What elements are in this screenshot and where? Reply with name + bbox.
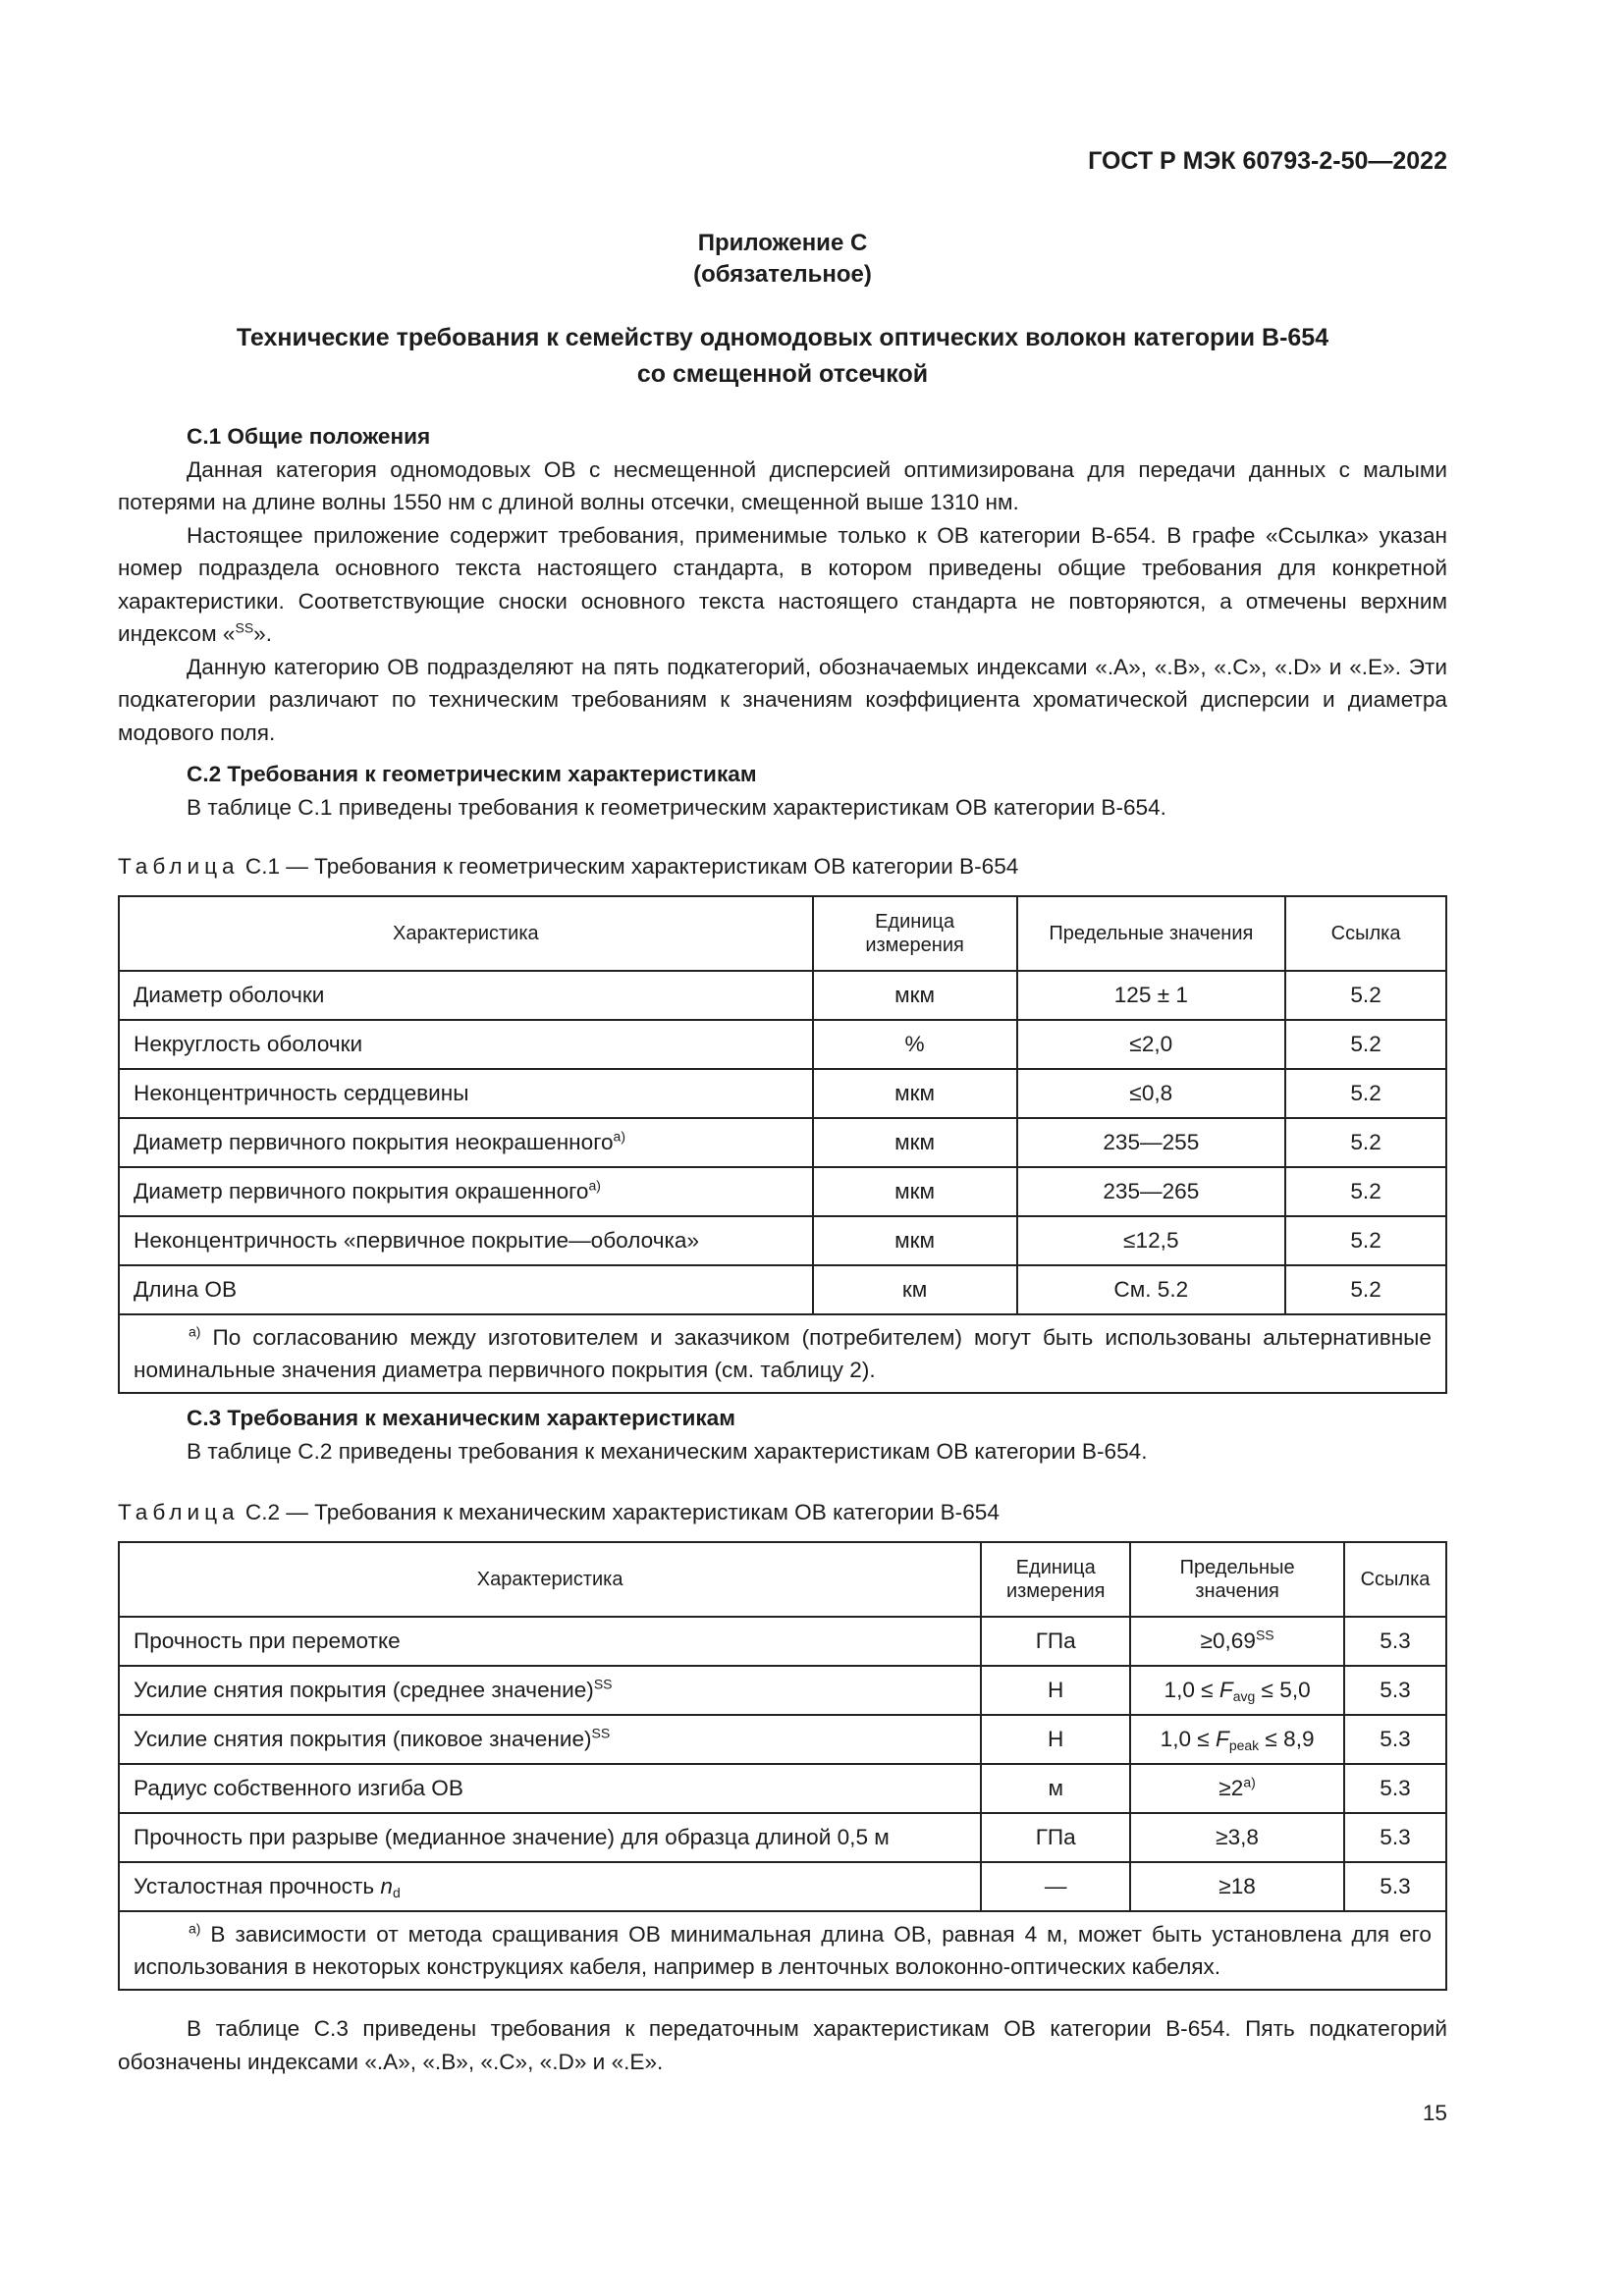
cell-reference: 5.2 xyxy=(1285,971,1446,1020)
cell-characteristic xyxy=(119,1069,813,1118)
annex-title: Приложение С xyxy=(697,230,868,256)
section-c1-heading: С.1 Общие положения xyxy=(187,424,431,449)
ss-superscript: SS xyxy=(235,619,254,636)
cell-characteristic xyxy=(119,1715,981,1764)
cell-characteristic xyxy=(119,1216,813,1265)
cell-limit: ≤0,8 xyxy=(1017,1069,1286,1118)
limit-text: ≥18 xyxy=(1218,1874,1256,1898)
characteristic-name: Прочность при перемотке xyxy=(134,1629,401,1653)
characteristic-name: Радиус собственного изгиба ОВ xyxy=(134,1776,463,1800)
cell-unit: мкм xyxy=(813,1118,1017,1167)
table-row xyxy=(119,1617,1446,1666)
cell-unit: км xyxy=(813,1265,1017,1314)
header-unit: Единица измерения xyxy=(981,1542,1130,1617)
p2-text: Настоящее приложение содержит требования, применимые только к ОВ категории В-654. В графе «Ссылка» указан номер подраздела основного текста настоящего стандарта, в котором приведены общие требования для конкретной характеристики. Соответствующие сноски основного текста настоящего стандарта не повторяются, а отмечены верхним индексом « xyxy=(118,522,1447,646)
cell-reference: 5.3 xyxy=(1344,1764,1446,1813)
table-row xyxy=(119,1167,1446,1216)
cell-limit xyxy=(1130,1813,1344,1862)
table-c2-note-row xyxy=(119,1911,1446,1990)
table-c2-caption xyxy=(118,1500,1000,1525)
p2-end: ». xyxy=(253,621,273,646)
subscript: avg xyxy=(1232,1688,1256,1705)
cell-unit: Н xyxy=(981,1666,1130,1715)
cell-limit xyxy=(1130,1666,1344,1715)
table-c1-footnote xyxy=(119,1314,1446,1393)
characteristic-name: Неконцентричность сердцевины xyxy=(134,1081,469,1105)
cell-characteristic xyxy=(119,1265,813,1314)
table-c2 xyxy=(118,1541,1447,1991)
footnote-mark: а) xyxy=(189,1920,201,1937)
header-unit: Единица измерения xyxy=(813,896,1017,971)
cell-characteristic xyxy=(119,1020,813,1069)
limit-text: 1,0 ≤ xyxy=(1160,1727,1217,1751)
cell-reference: 5.3 xyxy=(1344,1862,1446,1911)
table-row xyxy=(119,1069,1446,1118)
section-c1 xyxy=(118,420,1447,749)
caption-text: С.2 — Требования к механическим характеристикам ОВ категории В-654 xyxy=(239,1500,1000,1524)
cell-limit: ≤2,0 xyxy=(1017,1020,1286,1069)
section-c3-paragraph: В таблице С.2 приведены требования к механическим характеристикам ОВ категории В-654. xyxy=(187,1438,1148,1464)
header-limits: Предельные значения xyxy=(1130,1542,1344,1617)
characteristic-name: Усилие снятия покрытия (пиковое значение) xyxy=(134,1727,592,1751)
cell-limit: 235—255 xyxy=(1017,1118,1286,1167)
variable-symbol: F xyxy=(1218,1678,1233,1702)
cell-unit: мкм xyxy=(813,971,1017,1020)
table-c2-footnote xyxy=(119,1911,1446,1990)
characteristic-name: Некруглость оболочки xyxy=(134,1032,363,1056)
table-c1-header-row xyxy=(119,896,1446,971)
header-characteristic: Характеристика xyxy=(119,896,813,971)
cell-characteristic xyxy=(119,971,813,1020)
limit-text: 1,0 ≤ xyxy=(1164,1678,1219,1702)
cell-limit xyxy=(1130,1764,1344,1813)
footnote-mark: а) xyxy=(189,1323,201,1340)
section-c3-heading: С.3 Требования к механическим характеристикам xyxy=(187,1406,735,1430)
subscript: d xyxy=(392,1885,401,1901)
section-c2-paragraph: В таблице С.1 приведены требования к геометрическим характеристикам ОВ категории В-654. xyxy=(187,794,1166,820)
cell-unit: ГПа xyxy=(981,1813,1130,1862)
cell-reference: 5.2 xyxy=(1285,1167,1446,1216)
section-c2-heading: С.2 Требования к геометрическим характеристикам xyxy=(187,762,757,786)
characteristic-name: Диаметр первичного покрытия неокрашенного xyxy=(134,1130,614,1154)
table-c1-note-row xyxy=(119,1314,1446,1393)
cell-limit: 235—265 xyxy=(1017,1167,1286,1216)
header-reference: Ссылка xyxy=(1285,896,1446,971)
header-characteristic: Характеристика xyxy=(119,1542,981,1617)
main-title-line-2: со смещенной отсечкой xyxy=(636,360,929,388)
footnote-ref: а) xyxy=(588,1177,601,1194)
table-row xyxy=(119,1715,1446,1764)
footnote-text: По согласованию между изготовителем и заказчиком (потребителем) могут быть использованы альтернативные номинальные значения диаметра первичного покрытия (см. таблицу 2). xyxy=(134,1325,1432,1382)
section-c1-paragraph-3: Данную категорию ОВ подразделяют на пять подкатегорий, обозначаемых индексами «.А», «.В», «.С», «.D» и «.Е». Эти подкатегории различают по техническим требованиям к значениям коэффициента хроматической дисперсии и диаметра модового поля. xyxy=(118,654,1447,745)
characteristic-name: Усилие снятия покрытия (среднее значение) xyxy=(134,1678,594,1702)
cell-characteristic xyxy=(119,1118,813,1167)
cell-unit: м xyxy=(981,1764,1130,1813)
limit-text: ≥3,8 xyxy=(1216,1825,1259,1849)
main-title-line-1: Технические требования к семейству одномодовых оптических волокон категории В-654 xyxy=(236,324,1329,351)
characteristic-name: Неконцентричность «первичное покрытие—оболочка» xyxy=(134,1228,700,1253)
cell-limit: См. 5.2 xyxy=(1017,1265,1286,1314)
table-row xyxy=(119,1813,1446,1862)
characteristic-name: Усталостная прочность xyxy=(134,1874,381,1898)
limit-text-end: ≤ 5,0 xyxy=(1255,1678,1311,1702)
limit-text: ≥0,69 xyxy=(1200,1629,1256,1653)
table-row xyxy=(119,1666,1446,1715)
cell-reference: 5.3 xyxy=(1344,1715,1446,1764)
cell-unit: ГПа xyxy=(981,1617,1130,1666)
closing-paragraph: В таблице С.3 приведены требования к передаточным характеристикам ОВ категории В-654. Пять подкатегорий обозначены индексами «.А», «.В», «.С», «.D» и «.Е». xyxy=(118,2016,1447,2074)
cell-characteristic xyxy=(119,1617,981,1666)
characteristic-name: Диаметр первичного покрытия окрашенного xyxy=(134,1179,589,1203)
annex-heading xyxy=(118,228,1447,291)
document-page xyxy=(118,0,1447,2296)
characteristic-name: Диаметр оболочки xyxy=(134,983,325,1007)
table-c1-caption xyxy=(118,854,1018,880)
cell-characteristic xyxy=(119,1813,981,1862)
document-code: ГОСТ Р МЭК 60793-2-50—2022 xyxy=(1088,147,1447,175)
section-c2 xyxy=(118,758,1447,824)
footnote-ref: а) xyxy=(613,1128,625,1145)
cell-unit: мкм xyxy=(813,1216,1017,1265)
characteristic-name: Длина ОВ xyxy=(134,1277,238,1302)
limit-text-end: ≤ 8,9 xyxy=(1259,1727,1315,1751)
cell-reference: 5.2 xyxy=(1285,1216,1446,1265)
cell-reference: 5.3 xyxy=(1344,1666,1446,1715)
table-c2-header-row xyxy=(119,1542,1446,1617)
cell-limit: 125 ± 1 xyxy=(1017,971,1286,1020)
table-row xyxy=(119,1265,1446,1314)
table-row xyxy=(119,1216,1446,1265)
header-reference: Ссылка xyxy=(1344,1542,1446,1617)
cell-unit: — xyxy=(981,1862,1130,1911)
section-c3 xyxy=(118,1402,1447,1468)
caption-word: Таблица xyxy=(118,854,240,879)
cell-reference: 5.3 xyxy=(1344,1617,1446,1666)
table-row xyxy=(119,1764,1446,1813)
caption-text: С.1 — Требования к геометрическим характеристикам ОВ категории В-654 xyxy=(239,854,1019,879)
cell-characteristic xyxy=(119,1167,813,1216)
cell-reference: 5.2 xyxy=(1285,1118,1446,1167)
cell-characteristic xyxy=(119,1764,981,1813)
ss-superscript: SS xyxy=(593,1676,613,1692)
closing-text xyxy=(118,2012,1447,2078)
cell-limit: ≤12,5 xyxy=(1017,1216,1286,1265)
table-row xyxy=(119,1020,1446,1069)
header-limits: Предельные значения xyxy=(1017,896,1286,971)
table-row xyxy=(119,1862,1446,1911)
annex-status: (обязательное) xyxy=(693,261,872,288)
variable-symbol: F xyxy=(1216,1727,1229,1751)
footnote-text: В зависимости от метода сращивания ОВ минимальная длина ОВ, равная 4 м, может быть установлена для его использования в некоторых конструкциях кабеля, например в ленточных волоконно-оптических кабелях. xyxy=(134,1922,1432,1979)
subscript: peak xyxy=(1228,1737,1260,1754)
ss-superscript: SS xyxy=(591,1725,611,1741)
table-c1 xyxy=(118,895,1447,1394)
table-row xyxy=(119,971,1446,1020)
cell-reference: 5.2 xyxy=(1285,1020,1446,1069)
cell-limit xyxy=(1130,1617,1344,1666)
cell-unit: % xyxy=(813,1020,1017,1069)
table-row xyxy=(119,1118,1446,1167)
cell-reference: 5.3 xyxy=(1344,1813,1446,1862)
cell-characteristic xyxy=(119,1666,981,1715)
cell-characteristic xyxy=(119,1862,981,1911)
caption-word: Таблица xyxy=(118,1500,240,1524)
annex-main-title xyxy=(118,320,1447,393)
footnote-ref: SS xyxy=(1255,1627,1274,1643)
section-c1-paragraph-1: Данная категория одномодовых ОВ с несмещенной дисперсией оптимизирована для передачи данных с малыми потерями на длине волны 1550 нм с длиной волны отсечки, смещенной выше 1310 нм. xyxy=(118,456,1447,514)
cell-unit: мкм xyxy=(813,1069,1017,1118)
page-number: 15 xyxy=(1422,2101,1447,2125)
cell-unit: Н xyxy=(981,1715,1130,1764)
variable-symbol: n xyxy=(380,1874,393,1898)
cell-limit xyxy=(1130,1862,1344,1911)
section-c1-paragraph-2 xyxy=(118,519,1447,651)
footnote-ref: а) xyxy=(1243,1774,1256,1790)
characteristic-name: Прочность при разрыве (медианное значение) для образца длиной 0,5 м xyxy=(134,1825,890,1849)
cell-reference: 5.2 xyxy=(1285,1069,1446,1118)
limit-text: ≥2 xyxy=(1218,1776,1244,1800)
cell-reference: 5.2 xyxy=(1285,1265,1446,1314)
cell-limit xyxy=(1130,1715,1344,1764)
cell-unit: мкм xyxy=(813,1167,1017,1216)
